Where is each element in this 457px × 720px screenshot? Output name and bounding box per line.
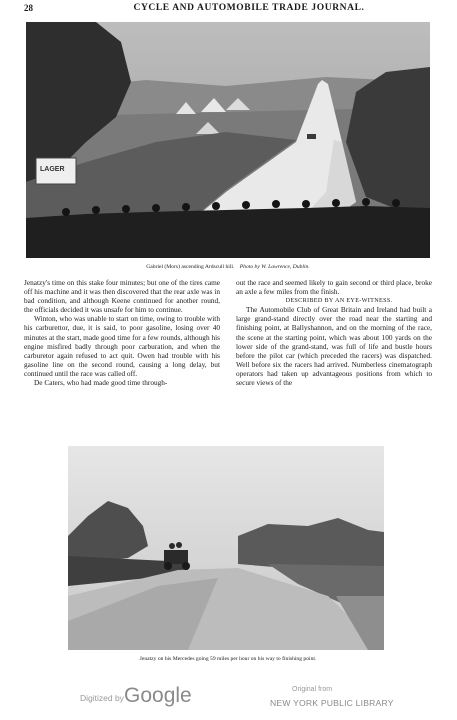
photo-jenatzy-mercedes bbox=[68, 446, 384, 650]
library-name: NEW YORK PUBLIC LIBRARY bbox=[270, 698, 394, 708]
original-from-label: Original from bbox=[292, 686, 333, 693]
google-logo: Google bbox=[124, 684, 192, 707]
article-paragraph: Winton, who was unable to start on time, owing to trouble with his carburettor, due, it is said, to poor gasoline, losing over 40 minutes at the start, made good time for a few rounds, although his engine misfired badly through poor carburation, and when the carburetor again refused to act quit. Owen had trouble with his gasoline line on the second round, causing a long delay, but continued until the race was called off. bbox=[24, 314, 220, 378]
article-subheading: DESCRIBED BY AN EYE-WITNESS. bbox=[285, 297, 393, 305]
photo-top-credit: Photo by W. Lawrence, Dublin. bbox=[239, 264, 310, 270]
photo-gabriel-ascending-hill bbox=[26, 22, 430, 258]
photo-bottom-caption-text: Jenatzy on his Mercedes going 59 miles per hour on his way to finishing point. bbox=[139, 656, 317, 662]
digitization-footer bbox=[0, 680, 457, 720]
article-paragraph: The Automobile Club of Great Britain and Ireland had built a large grand-stand directly over the road near the starting and finishing point, at Ballyshannon, and on the morning of the race, the scene at the starting point, which was about 100 yards on the lower side of the grand-stand, was full of life and bustle hours before the pilot car (which preceded the racers) was dispatched. Well before six the racers had arrived. Numberless cinematograph operators had taken up advantageous positions from which to secure views of the bbox=[236, 305, 432, 388]
article-paragraph: De Caters, who had made good time through- bbox=[34, 378, 168, 388]
article-left-column bbox=[24, 278, 220, 387]
page-header bbox=[24, 3, 434, 17]
journal-title: CYCLE AND AUTOMOBILE TRADE JOURNAL. bbox=[133, 3, 365, 13]
digitized-by-label: Digitized by bbox=[80, 693, 124, 703]
road-race-photo-image bbox=[68, 446, 384, 650]
hill-road-photo-image bbox=[26, 22, 430, 258]
photo-bottom-caption bbox=[26, 656, 430, 662]
photo-top-caption bbox=[26, 264, 430, 270]
page-number: 28 bbox=[24, 3, 33, 13]
photo-top-caption-text: Gabriel (Mors) ascending Ardscull hill. bbox=[146, 264, 235, 270]
article-paragraph: Jenatzy's time on this stake four minutes; but one of the tires came off his machine and it was then discovered that the rear axle was in bad condition, and although Keene continued for another round, the officials decided it was unsafe for him to continue. bbox=[24, 278, 220, 315]
article-paragraph: out the race and seemed likely to gain second or third place, broke an axle a few miles from the finish. bbox=[236, 278, 432, 297]
lager-sign-text: LAGER bbox=[40, 166, 65, 173]
article-right-column bbox=[236, 278, 432, 387]
